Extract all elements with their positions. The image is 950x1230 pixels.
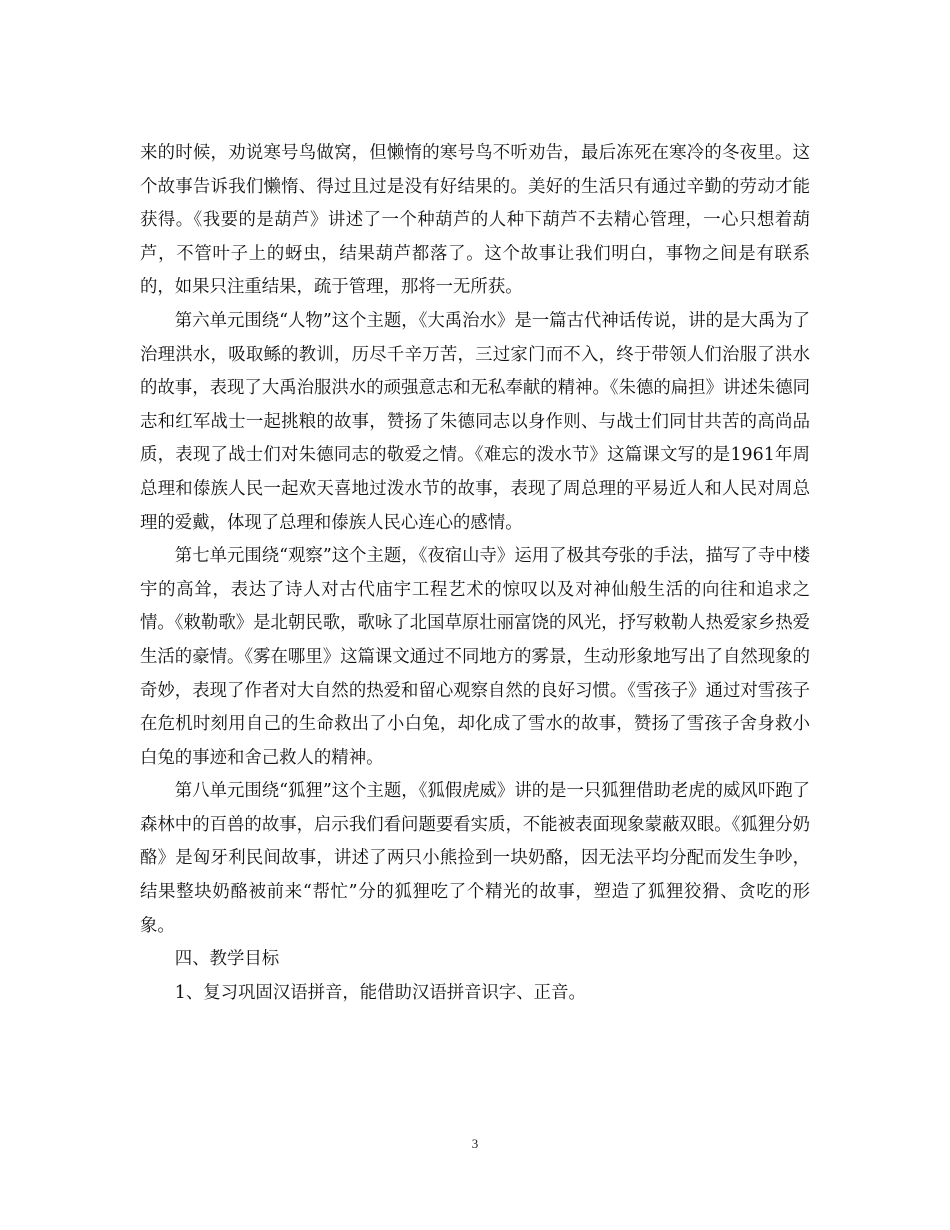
paragraph-unit-six: 第六单元围绕“人物”这个主题，《大禹治水》是一篇古代神话传说，讲的是大禹为了治理洪水，吸取鲧的教训，历尽千辛万苦，三过家门而不入，终于带领人们治服了洪水的故事，表现了大禹治服洪水的顽强意志和无私奉献的精神。《朱德的扁担》讲述朱德同志和红军战士一起挑粮的故事，赞扬了朱德同志以身作则、与战士们同甘共苦的高尚品质，表现了战士们对朱德同志的敬爱之情。《难忘的泼水节》这篇课文写的是1961年周总理和傣族人民一起欢天喜地过泼水节的故事，表现了周总理的平易近人和人民对周总理的爱戴，体现了总理和傣族人民心连心的感情。 [140,310,810,533]
list-item-goal-1: 1、复习巩固汉语拼音，能借助汉语拼音识字、正音。 [174,982,586,1003]
page-number: 3 [471,1136,479,1151]
paragraph-unit-seven: 第七单元围绕“观察”这个主题，《夜宿山寺》运用了极其夸张的手法，描写了寺中楼宇的高耸，表达了诗人对古代庙宇工程艺术的惊叹以及对神仙般生活的向往和追求之情。《敕勒歌》是北朝民歌，歌咏了北国草原壮丽富饶的风光，抒写敕勒人热爱家乡热爱生活的豪情。《雾在哪里》这篇课文通过不同地方的雾景，生动形象地写出了自然现象的奇妙，表现了作者对大自然的热爱和留心观察自然的良好习惯。《雪孩子》通过对雪孩子在危机时刻用自己的生命救出了小白兔，却化成了雪水的故事，赞扬了雪孩子舍身救小白兔的事迹和舍己救人的精神。 [140,546,810,768]
paragraph-continued: 来的时候，劝说寒号鸟做窝，但懒惰的寒号鸟不听劝告，最后冻死在寒冷的冬夜里。这个故事告诉我们懒惰、得过且过是没有好结果的。美好的生活只有通过辛勤的劳动才能获得。《我要的是葫芦》讲述了一个种葫芦的人种下葫芦不去精心管理，一心只想着葫芦，不管叶子上的蚜虫，结果葫芦都落了。这个故事让我们明白，事物之间是有联系的，如果只注重结果，疏于管理，那将一无所获。 [140,143,810,298]
paragraph-unit-eight: 第八单元围绕“狐狸”这个主题，《狐假虎威》讲的是一只狐狸借助老虎的威风吓跑了森林中的百兽的故事，启示我们看问题要看实质，不能被表面现象蒙蔽双眼。《狐狸分奶酪》是匈牙利民间故事，讲述了两只小熊捡到一块奶酪，因无法平均分配而发生争吵，结果整块奶酪被前来“帮忙”分的狐狸吃了个精光的故事，塑造了狐狸狡猾、贪吃的形象。 [140,781,810,936]
body-text [140,137,810,1010]
section-heading-teaching-goals: 四、教学目标 [174,949,280,970]
